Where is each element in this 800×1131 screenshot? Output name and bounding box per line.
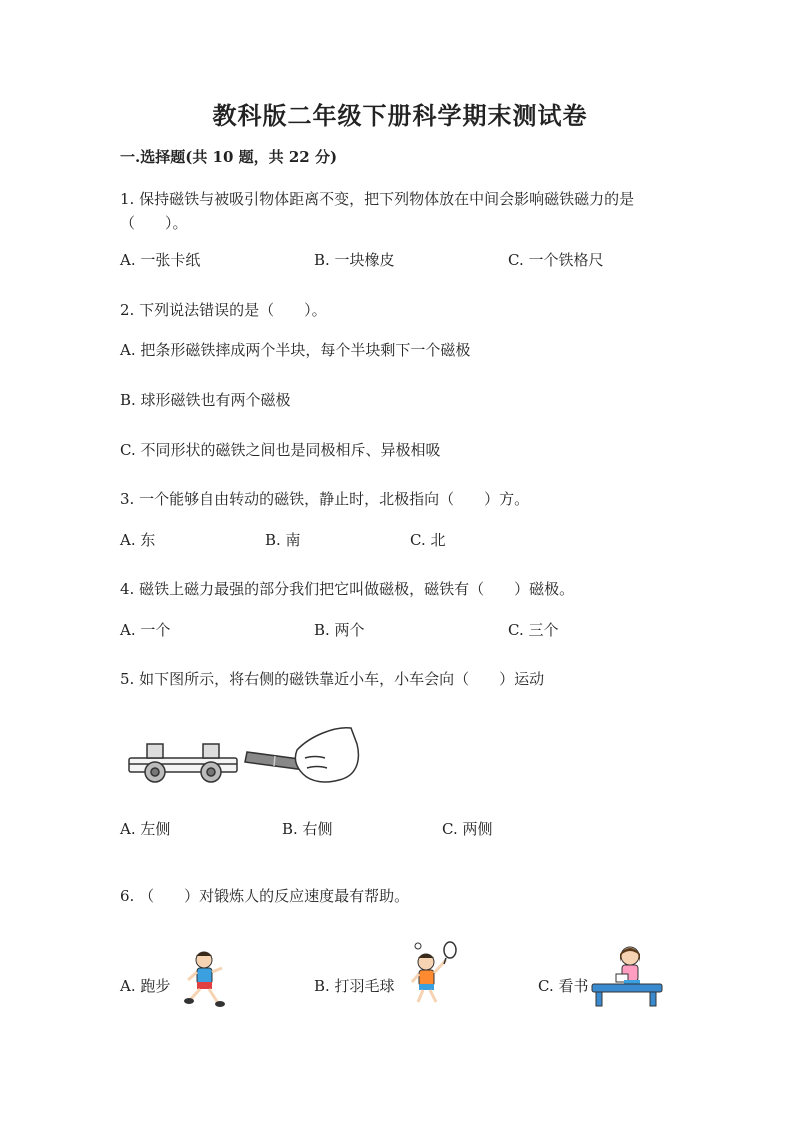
q3-option-c[interactable]: C. 北 bbox=[410, 531, 446, 549]
q3-option-b[interactable]: B. 南 bbox=[265, 531, 301, 549]
q6-option-b[interactable]: B. 打羽毛球 bbox=[314, 977, 395, 995]
running-child-illustration bbox=[180, 948, 230, 1008]
question-3: 3. 一个能够自由转动的磁铁，静止时，北极指向（ ）方。 bbox=[120, 490, 530, 508]
reading-child-illustration bbox=[588, 940, 664, 1010]
q4-option-c[interactable]: C. 三个 bbox=[508, 621, 559, 639]
question-6: 6. （ ）对锻炼人的反应速度最有帮助。 bbox=[120, 887, 410, 905]
q6-option-c[interactable]: C. 看书 bbox=[538, 977, 589, 995]
section-heading: 一.选择题(共 10 题，共 22 分) bbox=[120, 148, 338, 166]
question-2: 2. 下列说法错误的是（ ）。 bbox=[120, 301, 327, 319]
q4-option-b[interactable]: B. 两个 bbox=[314, 621, 365, 639]
question-1-line2: （ ）。 bbox=[120, 214, 188, 232]
toy-car bbox=[129, 744, 237, 782]
q2-option-a[interactable]: A. 把条形磁铁摔成两个半块，每个半块剩下一个磁极 bbox=[120, 341, 471, 359]
hand bbox=[295, 728, 358, 782]
page-title: 教科版二年级下册科学期末测试卷 bbox=[212, 101, 588, 130]
q1-option-c[interactable]: C. 一个铁格尺 bbox=[508, 251, 604, 269]
q3-option-a[interactable]: A. 东 bbox=[120, 531, 156, 549]
q1-option-b[interactable]: B. 一块橡皮 bbox=[314, 251, 395, 269]
q1-option-a[interactable]: A. 一张卡纸 bbox=[120, 251, 201, 269]
q5-option-b[interactable]: B. 右侧 bbox=[282, 820, 333, 838]
q5-option-a[interactable]: A. 左侧 bbox=[120, 820, 171, 838]
question-4: 4. 磁铁上磁力最强的部分我们把它叫做磁极，磁铁有（ ）磁极。 bbox=[120, 580, 575, 598]
question-1-line1: 1. 保持磁铁与被吸引物体距离不变，把下列物体放在中间会影响磁铁磁力的是 bbox=[120, 190, 635, 208]
q2-option-c[interactable]: C. 不同形状的磁铁之间也是同极相斥、异极相吸 bbox=[120, 441, 441, 459]
badminton-child-illustration bbox=[404, 938, 460, 1006]
question-1 bbox=[120, 187, 680, 235]
q2-option-b[interactable]: B. 球形磁铁也有两个磁极 bbox=[120, 391, 291, 409]
question-5: 5. 如下图所示，将右侧的磁铁靠近小车，小车会向（ ）运动 bbox=[120, 670, 545, 688]
car-magnet-illustration bbox=[125, 722, 365, 798]
q5-option-c[interactable]: C. 两侧 bbox=[442, 820, 493, 838]
q6-option-a[interactable]: A. 跑步 bbox=[120, 977, 171, 995]
q4-option-a[interactable]: A. 一个 bbox=[120, 621, 171, 639]
